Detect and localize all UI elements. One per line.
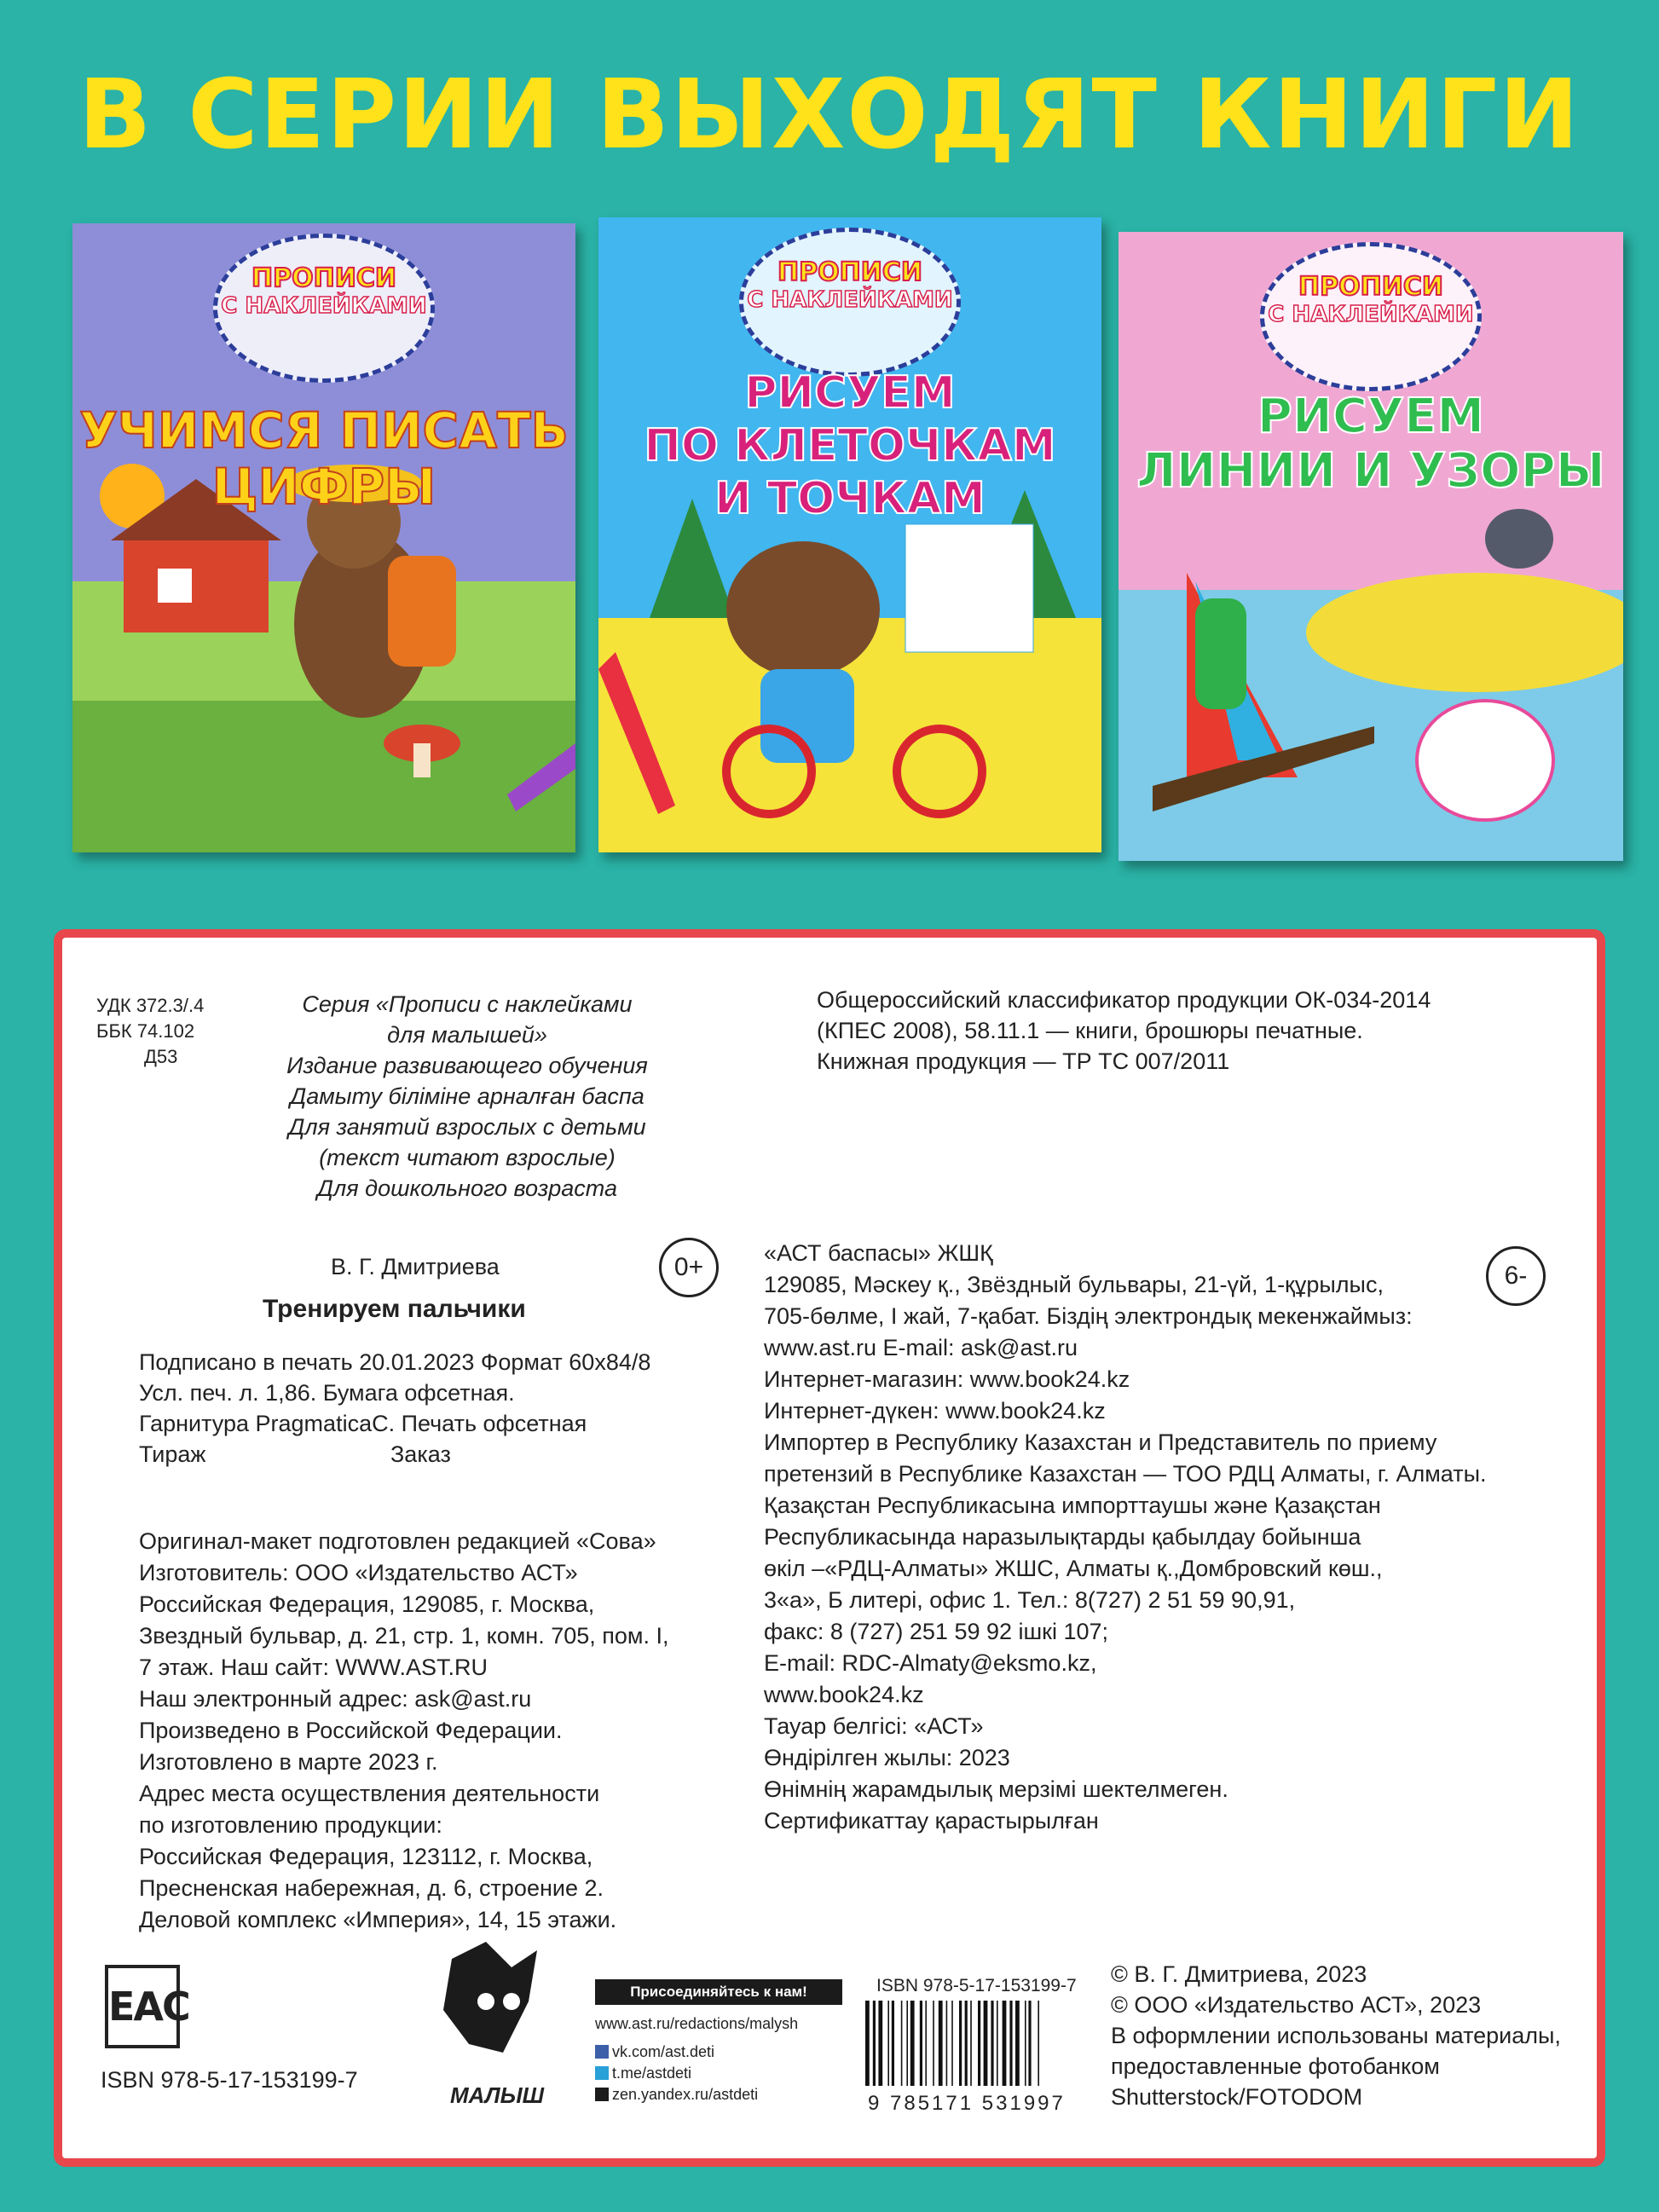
book-title	[598, 367, 1101, 525]
copyright-info	[1111, 1959, 1561, 2112]
kz-line: өкіл –«РДЦ-Алматы» ЖШС, Алматы қ.,Домбровский көш.,	[764, 1556, 1383, 1581]
book-title-line: УЧИМСЯ ПИСАТЬ	[79, 401, 569, 459]
kz-line: 3«а», Б литері, офис 1. Тел.: 8(727) 2 51 59 90,91,	[764, 1587, 1296, 1613]
series-badge	[1260, 242, 1482, 391]
age-rating-left: 0+	[659, 1238, 719, 1297]
kz-line: Интернет-магазин: www.book24.kz	[764, 1366, 1130, 1392]
series-info	[241, 989, 693, 1204]
social-link-label: zen.yandex.ru/astdeti	[612, 2086, 759, 2103]
social-join-banner: Присоединяйтесь к нам!	[595, 1979, 842, 2005]
maker-line: Деловой комплекс «Империя», 14, 15 этажи.	[139, 1907, 617, 1932]
classifier-line: (КПЕС 2008), 58.11.1 — книги, брошюры печатные.	[817, 1018, 1363, 1043]
barcode-icon	[862, 2001, 1102, 2086]
series-badge-top: ПРОПИСИ	[251, 263, 396, 293]
kz-line: Өнімнің жарамдылық мерзімі шектелмеген.	[764, 1776, 1228, 1802]
series-badge	[213, 234, 435, 383]
maker-line: Изготовлено в марте 2023 г.	[139, 1749, 438, 1775]
maker-line: Пресненская набережная, д. 6, строение 2.	[139, 1875, 604, 1901]
social-link-label: t.me/astdeti	[612, 2065, 692, 2082]
book-title	[1119, 390, 1623, 499]
udk: УДК 372.3/.4	[96, 995, 205, 1016]
series-headline: В СЕРИИ ВЫХОДЯТ КНИГИ	[78, 60, 1581, 170]
copyright-line: предоставленные фотобанком	[1111, 2053, 1440, 2079]
book-title	[72, 402, 575, 515]
social-link-zen[interactable]	[595, 2084, 758, 2105]
maker-line: Адрес места осуществления деятельности	[139, 1781, 600, 1806]
imprint-panel	[54, 929, 1605, 2167]
kz-line: Республикасында наразылықтарды қабылдау бойынша	[764, 1524, 1361, 1550]
kz-line: E-mail: RDC-Almaty@eksmo.kz,	[764, 1650, 1097, 1676]
book-code: Д53	[144, 1046, 178, 1067]
classifier-info	[817, 985, 1431, 1077]
book-title-imprint: Тренируем пальчики	[263, 1295, 526, 1323]
series-line: Издание развивающего обучения	[286, 1053, 648, 1078]
kz-line: Өндірілген жылы: 2023	[764, 1745, 1010, 1770]
print-line: Подписано в печать 20.01.2023 Формат 60х84/8	[139, 1349, 651, 1375]
copyright-line: © ООО «Издательство АСТ», 2023	[1111, 1992, 1482, 2018]
maker-line: Звездный бульвар, д. 21, стр. 1, комн. 705, пом. I,	[139, 1623, 669, 1649]
zen-icon	[595, 2088, 609, 2101]
maker-line: Российская Федерация, 129085, г. Москва,	[139, 1591, 595, 1617]
series-line: Дамыту біліміне арналған баспа	[290, 1083, 645, 1109]
series-badge	[739, 228, 961, 377]
isbn-bottom: ISBN 978-5-17-153199-7	[101, 2067, 358, 2093]
kz-line: Импортер в Республику Казахстан и Представитель по приему	[764, 1429, 1437, 1455]
copyright-line: © В. Г. Дмитриева, 2023	[1111, 1961, 1367, 1987]
book-title-line: РИСУЕМ	[744, 367, 956, 419]
book-title-line: ЛИНИИ И УЗОРЫ	[1136, 443, 1605, 499]
maker-line: по изготовлению продукции:	[139, 1812, 442, 1838]
book-title-line: ЦИФРЫ	[211, 458, 436, 516]
book-cover-digits[interactable]	[72, 223, 575, 852]
malysh-logo-text: МАЛЫШ	[449, 2082, 545, 2108]
kz-line: Интернет-дүкен: www.book24.kz	[764, 1398, 1106, 1424]
series-line: Для занятий взрослых с детьми	[288, 1114, 646, 1140]
series-badge-bottom: С НАКЛЕЙКАМИ	[1268, 302, 1474, 327]
series-line: (текст читают взрослые)	[319, 1145, 616, 1170]
order-label: Заказ	[390, 1441, 451, 1467]
kz-line: www.ast.ru E-mail: ask@ast.ru	[764, 1335, 1078, 1360]
eac-mark: EAC	[105, 1965, 180, 2048]
book-title-line: РИСУЕМ	[1257, 389, 1485, 444]
author: В. Г. Дмитриева	[331, 1254, 500, 1279]
print-line: Гарнитура PragmaticaC. Печать офсетная	[139, 1411, 587, 1436]
print-info	[139, 1347, 650, 1439]
manufacturer-info	[139, 1526, 668, 1936]
kz-line: 129085, Мәскеу қ., Звёздный бульвары, 21-үй, 1-құрылыс,	[764, 1272, 1384, 1297]
maker-line: Изготовитель: ООО «Издательство АСТ»	[139, 1560, 578, 1585]
series-badge-top: ПРОПИСИ	[1298, 272, 1443, 302]
kz-line: 705-бөлме, I жай, 7-қабат. Біздің электрондық мекенжаймыз:	[764, 1303, 1413, 1329]
series-line: для малышей»	[387, 1022, 547, 1048]
book-cover-cells[interactable]	[598, 217, 1101, 852]
kz-line: факс: 8 (727) 251 59 92 ішкі 107;	[764, 1619, 1109, 1644]
kz-line: претензий в Республике Казахстан — ТОО РДЦ Алматы, г. Алматы.	[764, 1461, 1487, 1487]
book-title-line: И ТОЧКАМ	[714, 473, 986, 524]
series-line: Серия «Прописи с наклейками	[302, 991, 633, 1017]
book-cover-lines[interactable]	[1119, 232, 1623, 861]
social-url[interactable]: www.ast.ru/redactions/malysh	[595, 2015, 799, 2032]
kz-line: www.book24.kz	[764, 1682, 924, 1707]
social-link-telegram[interactable]	[595, 2063, 691, 2083]
classifier-line: Общероссийский классификатор продукции ОК-034-2014	[817, 987, 1431, 1013]
classifier-line: Книжная продукция — ТР ТС 007/2011	[817, 1048, 1230, 1074]
maker-line: Наш электронный адрес: ask@ast.ru	[139, 1686, 532, 1712]
kz-line: Қазақстан Республикасына импорттаушы және Қазақстан	[764, 1493, 1381, 1518]
series-badge-top: ПРОПИСИ	[777, 257, 922, 287]
book-title-line: ПО КЛЕТОЧКАМ	[644, 420, 1056, 471]
age-rating-right: 6-	[1486, 1246, 1546, 1306]
kz-line: Тауар белгісі: «АСТ»	[764, 1713, 984, 1739]
series-line: Для дошкольного возраста	[316, 1175, 617, 1201]
maker-line: Российская Федерация, 123112, г. Москва,	[139, 1844, 593, 1869]
kz-line: «АСТ баспасы» ЖШҚ	[764, 1240, 993, 1266]
bbk: ББК 74.102	[96, 1020, 195, 1042]
kz-line: Сертификаттау қарастырылған	[764, 1808, 1099, 1834]
vk-icon	[595, 2045, 609, 2059]
kazakhstan-info	[764, 1238, 1487, 1837]
series-badge-bottom: С НАКЛЕЙКАМИ	[747, 287, 953, 313]
print-run-label: Тираж	[139, 1441, 206, 1467]
series-badge-bottom: С НАКЛЕЙКАМИ	[221, 293, 427, 319]
copyright-line: Shutterstock/FOTODOM	[1111, 2084, 1363, 2110]
copyright-line: В оформлении использованы материалы,	[1111, 2023, 1561, 2048]
social-link-vk[interactable]	[595, 2042, 714, 2062]
barcode-isbn: ISBN 978-5-17-153199-7	[876, 1976, 1077, 1995]
social-link-label: vk.com/ast.deti	[612, 2043, 715, 2060]
maker-line: Произведено в Российской Федерации.	[139, 1718, 563, 1743]
barcode-digits: 9 785171 531997	[868, 2092, 1066, 2115]
maker-line: 7 этаж. Наш сайт: WWW.AST.RU	[139, 1655, 488, 1680]
maker-line: Оригинал-макет подготовлен редакцией «Сова»	[139, 1528, 656, 1554]
telegram-icon	[595, 2066, 609, 2080]
print-line: Усл. печ. л. 1,86. Бумага офсетная.	[139, 1380, 515, 1406]
